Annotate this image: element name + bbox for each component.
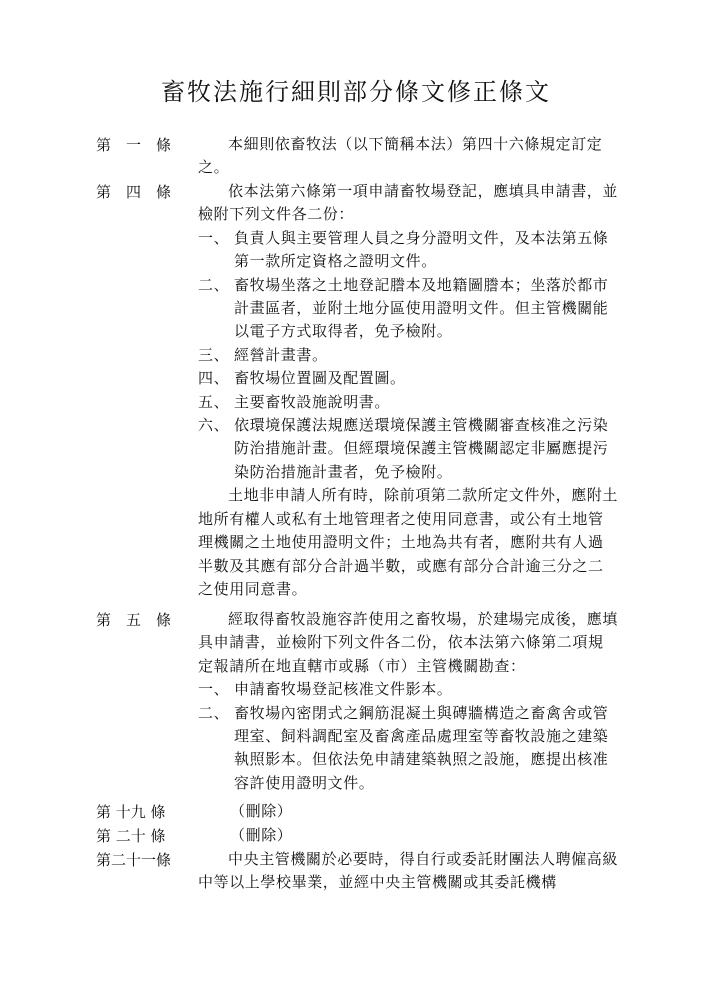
article-body <box>198 180 618 601</box>
article-label: 第二十一條 <box>96 851 172 869</box>
article-label: 第 十九 條 <box>96 803 166 821</box>
list-item <box>198 414 618 484</box>
article-label: 第 一 條 <box>96 136 172 154</box>
item-number: 五、 <box>198 392 230 411</box>
item-number: 六、 <box>198 416 230 435</box>
article-body <box>230 800 650 823</box>
item-number: 三、 <box>198 345 230 364</box>
article-label: 第 五 條 <box>96 611 172 629</box>
item-text: 申請畜牧場登記核准文件影本。 <box>234 680 453 699</box>
list-item <box>198 274 618 344</box>
list-item <box>198 367 618 390</box>
article-body <box>230 824 650 847</box>
article-intro: 經取得畜牧設施容許使用之畜牧場，於建場完成後，應填具申請書，並檢附下列文件各二份，依本法第六條第二項規定報請所在地直轄市或縣（市）主管機關勘查： <box>198 610 619 675</box>
article-body <box>198 133 618 180</box>
article-label: 第 四 條 <box>96 183 172 201</box>
item-text: 畜牧場坐落之土地登記謄本及地籍圖謄本；坐落於都市計畫區者，並附土地分區使用證明文件。但主管機關能以電子方式取得者，免予檢附。 <box>234 275 609 341</box>
item-text: 畜牧場內密閉式之鋼筋混凝土與磚牆構造之畜禽舍或管理室、飼料調配室及畜禽產品處理室等畜牧設施之建築執照影本。但依法免申請建築執照之設施，應提出核准容許使用證明文件。 <box>234 703 609 792</box>
article-paragraph: 中央主管機關於必要時，得自行或委託財團法人聘僱高級中等以上學校畢業，並經中央主管機關或其委託機構 <box>198 850 619 892</box>
article-intro: 依本法第六條第一項申請畜牧場登記，應填具申請書，並檢附下列文件各二份： <box>198 182 619 224</box>
item-number: 一、 <box>198 680 230 699</box>
document-title: 畜牧法施行細則部分條文修正條文 <box>161 78 551 106</box>
item-text: 主要畜牧設施說明書。 <box>234 392 391 411</box>
article-closing: 土地非申請人所有時，除前項第二款所定文件外，應附土地所有權人或私有土地管理者之使用同意書，或公有土地管理機關之土地使用證明文件；土地為共有者，應附共有人過半數及其應有部分合計過半數，或應有部分合計逾三分之二之使用同意書。 <box>198 486 619 598</box>
article-body <box>198 848 618 895</box>
item-number: 一、 <box>198 228 230 247</box>
list-item <box>198 702 618 796</box>
deleted-note: （刪除） <box>230 802 293 820</box>
item-number: 二、 <box>198 275 230 294</box>
list-item <box>198 227 618 274</box>
list-item <box>198 391 618 414</box>
item-text: 依環境保護法規應送環境保護主管機關審查核准之污染防治措施計畫。但經環境保護主管機關認定非屬應提污染防治措施計畫者，免予檢附。 <box>234 416 609 481</box>
item-text: 負責人與主要管理人員之身分證明文件，及本法第五條第一款所定資格之證明文件。 <box>234 228 609 271</box>
article-body <box>198 608 618 795</box>
list-item <box>198 344 618 367</box>
article-paragraph: 本細則依畜牧法（以下簡稱本法）第四十六條規定訂定之。 <box>198 135 603 177</box>
item-text: 經營計畫書。 <box>234 345 328 364</box>
list-item <box>198 678 618 701</box>
item-text: 畜牧場位置圖及配置圖。 <box>234 369 406 388</box>
article-label: 第 二十 條 <box>96 827 166 845</box>
deleted-note: （刪除） <box>230 826 293 844</box>
item-number: 二、 <box>198 703 230 722</box>
item-number: 四、 <box>198 369 230 388</box>
